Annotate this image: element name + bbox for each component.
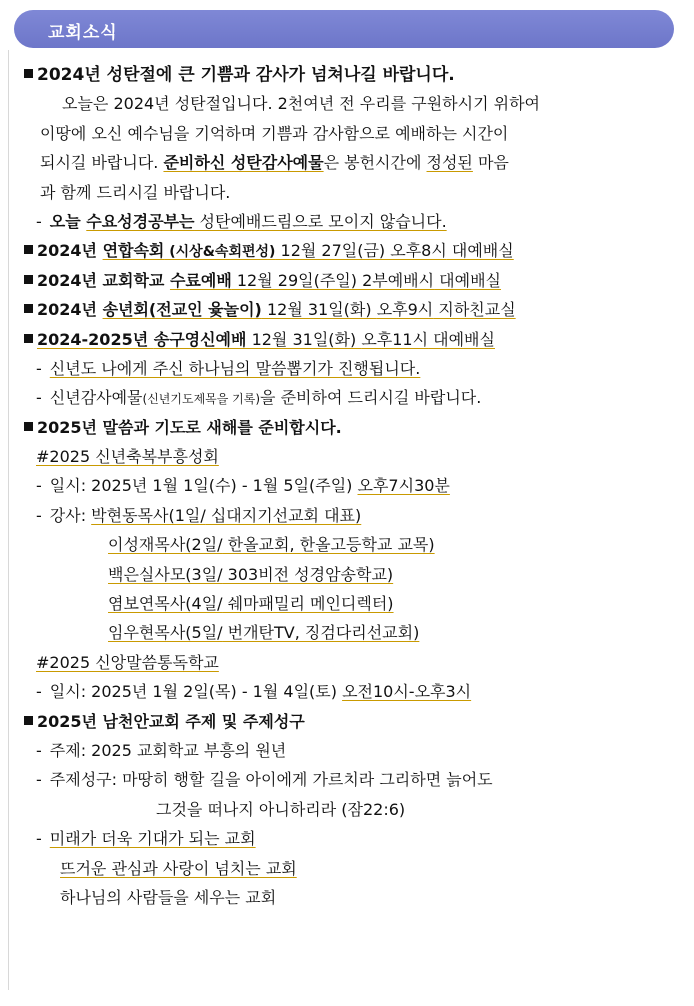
- square-bullet-icon: [24, 716, 33, 725]
- union-meeting-item: 2024년 연합속회 (시상&속회편성) 12월 27일(금) 오후8시 대예배실: [24, 240, 694, 262]
- year-end-party-item: 2024년 송년회(전교인 윷놀이) 12월 31일(화) 오후9시 지하친교실: [24, 299, 694, 321]
- theme-line-3: - 미래가 더욱 기대가 되는 교회: [36, 829, 256, 849]
- revival-tag: #2025 신년축복부흥성회: [36, 447, 219, 467]
- xmas-paragraph-line-3: 되시길 바랍니다. 준비하신 성탄감사예물은 봉헌시간에 정성된 마음: [40, 153, 509, 173]
- section-title: 교회소식: [48, 23, 118, 43]
- speaker-1: - 강사: 박현동목사(1일/ 십대지기선교회 대표): [36, 505, 362, 525]
- offering-highlight: 준비하신 성탄감사예물: [163, 153, 324, 173]
- theme-title: 2025년 남천안교회 주제 및 주제성구: [24, 711, 694, 733]
- church-news-body: [0, 64, 694, 916]
- theme-line-1: - 주제: 2025 교회학교 부흥의 원년: [36, 740, 287, 760]
- xmas-paragraph-line-4: 과 함께 드리시길 바랍니다.: [40, 182, 231, 202]
- theme-line-2: - 주제성구: 마땅히 행할 길을 아이에게 가르치라 그리하면 늙어도: [36, 770, 493, 790]
- xmas-paragraph-line-2: 이땅에 오신 예수님을 기억하며 기쁨과 감사함으로 예배하는 시간이: [40, 123, 509, 143]
- speaker-4: 염보연목사(4일/ 쉐마패밀리 메인디렉터): [108, 594, 394, 614]
- new-year-note-2: - 신년감사예물(신년기도제목을 기록)을 준비하여 드리시길 바랍니다.: [36, 388, 482, 408]
- theme-line-4: 뜨거운 관심과 사랑이 넘치는 교회: [60, 858, 297, 878]
- section-header-bar: [14, 10, 674, 48]
- speaker-3: 백은실사모(3일/ 303비전 성경암송학교): [108, 564, 394, 584]
- bible-school-tag: #2025 신앙말씀통독학교: [36, 652, 219, 672]
- xmas-note: - 오늘 수요성경공부는 성탄예배드림으로 모이지 않습니다.: [36, 211, 447, 231]
- xmas-paragraph-line-1: 오늘은 2024년 성탄절입니다. 2천여년 전 우리를 구원하시기 위하여: [62, 94, 540, 114]
- speaker-5: 임우현목사(5일/ 번개탄TV, 징검다리선교회): [108, 623, 420, 643]
- theme-line-5: 하나님의 사람들을 세우는 교회: [60, 887, 277, 907]
- bible-school-date: - 일시: 2025년 1월 2일(목) - 1월 4일(토) 오전10시-오후3시: [36, 682, 472, 702]
- school-graduation-item: 2024년 교회학교 수료예배 12월 29일(주일) 2부예배시 대예배실: [24, 270, 694, 292]
- speaker-2: 이성재목사(2일/ 한올교회, 한올고등학교 교목): [108, 535, 435, 555]
- square-bullet-icon: [24, 422, 33, 431]
- theme-line-2-cont: 그것을 떠나지 아니하리라 (잠22:6): [156, 799, 406, 819]
- new-year-note-1: - 신년도 나에게 주신 하나님의 말씀뽑기가 진행됩니다.: [36, 358, 421, 378]
- new-year-service-item: 2024-2025년 송구영신예배 12월 31일(화) 오후11시 대예배실: [24, 329, 694, 351]
- square-bullet-icon: [24, 334, 33, 343]
- square-bullet-icon: [24, 304, 33, 313]
- revival-date: - 일시: 2025년 1월 1일(수) - 1월 5일(주일) 오후7시30분: [36, 476, 450, 496]
- prep-title: 2025년 말씀과 기도로 새해를 준비합시다.: [24, 417, 694, 439]
- square-bullet-icon: [24, 275, 33, 284]
- xmas-title: 2024년 성탄절에 큰 기쁨과 감사가 넘쳐나길 바랍니다.: [24, 64, 694, 86]
- square-bullet-icon: [24, 245, 33, 254]
- square-bullet-icon: [24, 69, 33, 78]
